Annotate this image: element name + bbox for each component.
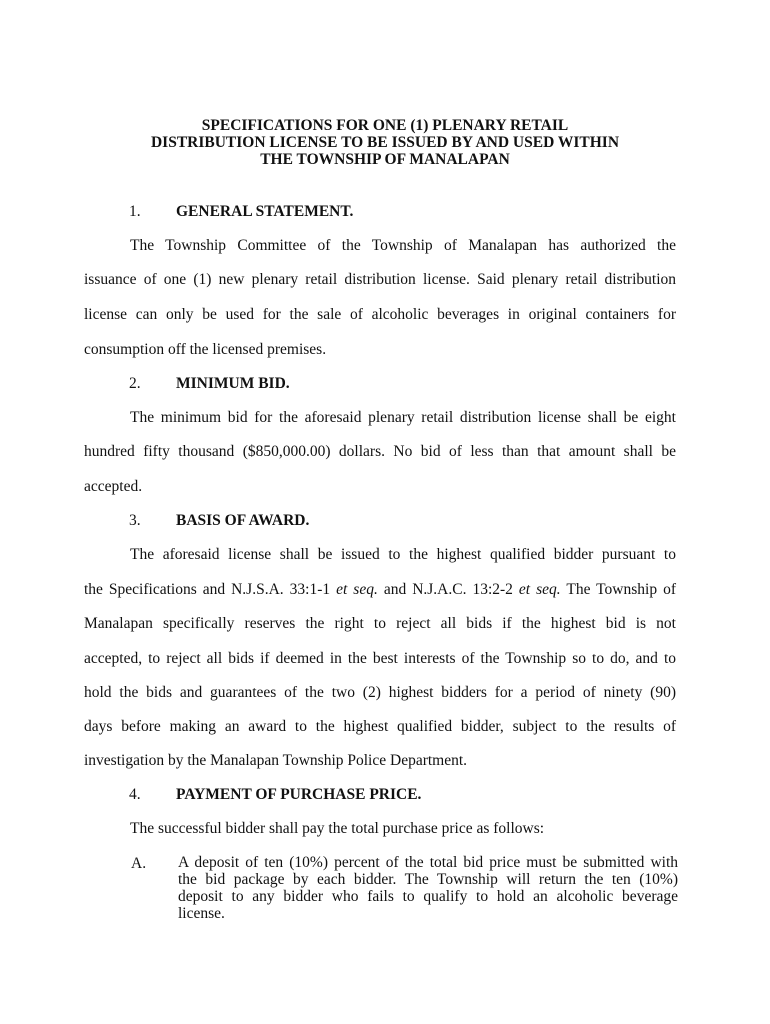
section-heading-minimum-bid	[129, 375, 290, 393]
paragraph-line: investigation by the Manalapan Township Police Department.	[84, 752, 468, 769]
section-heading-basis-of-award	[129, 512, 309, 530]
paragraph-line: issuance of one (1) new plenary retail distribution license. Said plenary retail distribution	[84, 271, 676, 288]
title-line: DISTRIBUTION LICENSE TO BE ISSUED BY AND USED WITHIN	[150, 134, 620, 151]
section-heading-payment-of-purchase-price	[129, 786, 421, 804]
section-number: 4.	[129, 786, 141, 803]
paragraph-line: hold the bids and guarantees of the two (2) highest bidders for a period of ninety (90)	[84, 684, 676, 701]
paragraph-line: consumption off the licensed premises.	[84, 341, 327, 358]
paragraph-line: the Specifications and N.J.S.A. 33:1-1 et seq. and N.J.A.C. 13:2-2 et seq. The Township of	[84, 581, 676, 598]
section-number: 2.	[129, 375, 141, 392]
subitem-marker: A.	[131, 855, 147, 872]
document-title	[0, 117, 770, 168]
paragraph-line: days before making an award to the highest qualified bidder, subject to the results of	[84, 718, 676, 735]
subitem-line: the bid package by each bidder. The Township will return the ten (10%)	[178, 871, 678, 888]
paragraph-line: The Township Committee of the Township of Manalapan has authorized the	[130, 237, 676, 254]
section-number: 3.	[129, 512, 141, 529]
section-number: 1.	[129, 203, 141, 220]
section-title: MINIMUM BID.	[176, 375, 290, 392]
paragraph-line: The minimum bid for the aforesaid plenary retail distribution license shall be eight	[130, 409, 676, 426]
section-title: PAYMENT OF PURCHASE PRICE.	[176, 786, 422, 803]
paragraph-line: hundred fifty thousand ($850,000.00) dollars. No bid of less than that amount shall be	[84, 443, 676, 460]
subitem-line: deposit to any bidder who fails to qualify to hold an alcoholic beverage	[178, 888, 678, 905]
title-line: SPECIFICATIONS FOR ONE (1) PLENARY RETAIL	[201, 117, 569, 134]
paragraph-line: The successful bidder shall pay the total purchase price as follows:	[130, 820, 545, 837]
paragraph-line: accepted, to reject all bids if deemed in the best interests of the Township so to do, and to	[84, 650, 676, 667]
section-heading-general-statement	[129, 203, 353, 221]
section-title: GENERAL STATEMENT.	[176, 203, 354, 220]
paragraph-line: license can only be used for the sale of alcoholic beverages in original containers for	[84, 306, 676, 323]
subitem-line: A deposit of ten (10%) percent of the total bid price must be submitted with	[178, 854, 678, 871]
paragraph-line: Manalapan specifically reserves the right to reject all bids if the highest bid is not	[84, 615, 676, 632]
section-title: BASIS OF AWARD.	[176, 512, 310, 529]
title-line: THE TOWNSHIP OF MANALAPAN	[260, 151, 510, 168]
paragraph-line: accepted.	[84, 478, 143, 495]
paragraph-line: The aforesaid license shall be issued to the highest qualified bidder pursuant to	[130, 546, 676, 563]
subitem-line: license.	[178, 905, 225, 922]
